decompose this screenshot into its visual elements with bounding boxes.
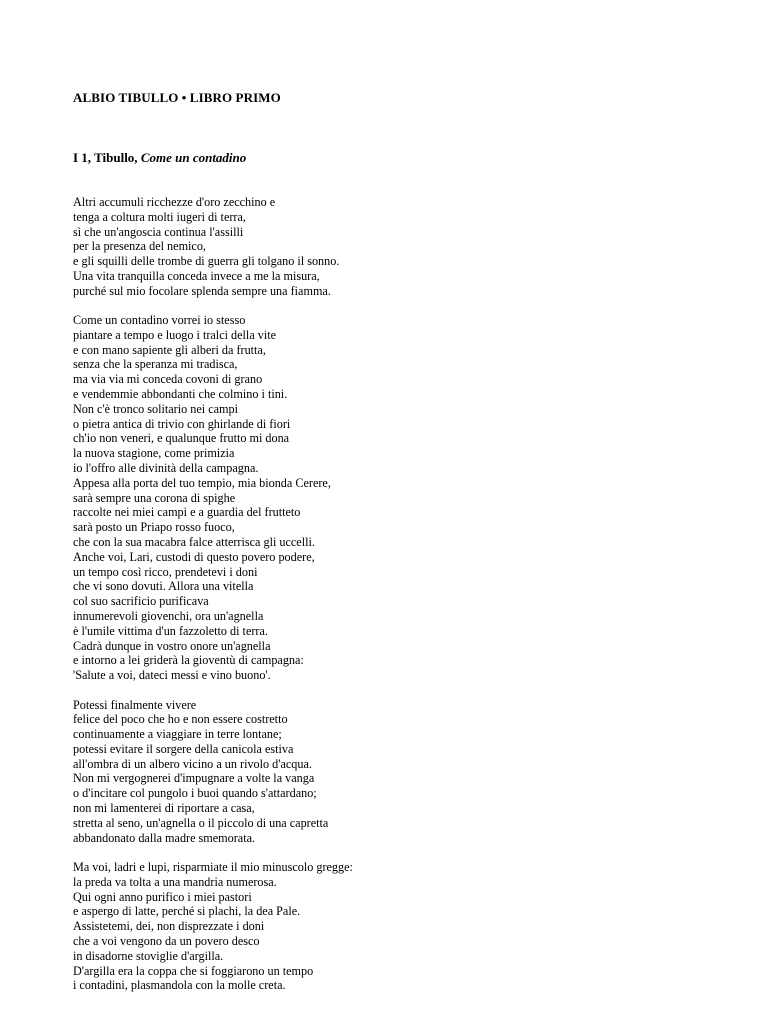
poem-line: Altri accumuli ricchezze d'oro zecchino e: [73, 195, 276, 209]
poem-line: e con mano sapiente gli alberi da frutta,: [73, 342, 266, 357]
poem-line: un tempo così ricco, prendetevi i doni: [73, 564, 258, 579]
poem-body: [73, 195, 733, 1008]
poem-line: Cadrà dunque in vostro onore un'agnella: [73, 638, 271, 653]
poem-line: e vendemmie abbondanti che colmino i tini.: [73, 387, 288, 402]
poem-line: 'Salute a voi, dateci messi e vino buono'.: [73, 668, 271, 683]
poem-line: Assistetemi, dei, non disprezzate i doni: [73, 919, 265, 934]
poem-line: tenga a coltura molti iugeri di terra,: [73, 209, 246, 224]
poem-stanza: [73, 195, 733, 299]
poem-line: e gli squilli delle trombe di guerra gli tolgano il sonno.: [73, 254, 340, 269]
poem-line: o pietra antica di trivio con ghirlande di fiori: [73, 416, 291, 431]
poem-line: sarà posto un Priapo rosso fuoco,: [73, 520, 235, 535]
poem-line: Anche voi, Lari, custodi di questo povero podere,: [73, 549, 315, 564]
poem-line: potessi evitare il sorgere della canicola estiva: [73, 741, 294, 756]
poem-line: purché sul mio focolare splenda sempre una fiamma.: [73, 283, 331, 298]
poem-line: e aspergo di latte, perché si plachi, la dea Pale.: [73, 904, 301, 919]
poem-line: la preda va tolta a una mandria numerosa.: [73, 874, 277, 889]
poem-line: la nuova stagione, come primizia: [73, 446, 235, 461]
poem-heading: [73, 150, 246, 166]
poem-line: Non c'è tronco solitario nei campi: [73, 401, 238, 416]
poem-line: che con la sua macabra falce atterrisca gli uccelli.: [73, 535, 315, 550]
poem-line: D'argilla era la coppa che si foggiarono un tempo: [73, 963, 314, 978]
poem-line: che a voi vengono da un povero desco: [73, 933, 260, 948]
poem-line: e intorno a lei griderà la gioventù di campagna:: [73, 653, 304, 668]
poem-line: abbandonato dalla madre smemorata.: [73, 830, 256, 845]
poem-subtitle: Come un contadino: [140, 150, 247, 165]
poem-line: i contadini, plasmandola con la molle creta.: [73, 978, 286, 993]
poem-line: felice del poco che ho e non essere costretto: [73, 712, 288, 727]
poem-line: continuamente a viaggiare in terre lontane;: [73, 727, 282, 742]
poem-line: non mi lamenterei di riportare a casa,: [73, 801, 255, 816]
poem-line: Come un contadino vorrei io stesso: [73, 313, 246, 328]
poem-line: Una vita tranquilla conceda invece a me la misura,: [73, 268, 320, 283]
poem-line: in disadorne stoviglie d'argilla.: [73, 948, 224, 963]
poem-line: Non mi vergognerei d'impugnare a volte la vanga: [73, 771, 315, 786]
poem-line: ma via via mi conceda covoni di grano: [73, 372, 263, 387]
poem-line: sarà sempre una corona di spighe: [73, 490, 236, 505]
poem-line: raccolte nei miei campi e a guardia del frutteto: [73, 505, 301, 520]
poem-line: che vi sono dovuti. Allora una vitella: [73, 579, 254, 594]
poem-line: è l'umile vittima d'un fazzoletto di terra.: [73, 623, 268, 638]
poem-line: senza che la speranza mi tradisca,: [73, 357, 238, 372]
poem-line: all'ombra di un albero vicino a un rivolo d'acqua.: [73, 756, 312, 771]
poem-line: per la presenza del nemico,: [73, 239, 206, 254]
poem-line: Qui ogni anno purifico i miei pastori: [73, 889, 252, 904]
poem-line: stretta al seno, un'agnella o il piccolo di una capretta: [73, 815, 329, 830]
poem-line: innumerevoli giovenchi, ora un'agnella: [73, 609, 264, 624]
poem-line: col suo sacrificio purificava: [73, 594, 209, 609]
poem-line: ch'io non veneri, e qualunque frutto mi dona: [73, 431, 290, 446]
poem-stanza: [73, 698, 733, 846]
poem-line: sì che un'angoscia continua l'assilli: [73, 224, 244, 239]
poem-line: Appesa alla porta del tuo tempio, mia bionda Cerere,: [73, 475, 331, 490]
poem-stanza: [73, 860, 733, 993]
document-title: ALBIO TIBULLO • LIBRO PRIMO: [73, 90, 281, 105]
poem-line: io l'offro alle divinità della campagna.: [73, 461, 259, 476]
poem-line: piantare a tempo e luogo i tralci della vite: [73, 327, 277, 342]
poem-stanza: [73, 313, 733, 683]
poem-line: Potessi finalmente vivere: [73, 697, 197, 712]
poem-line: o d'incitare col pungolo i buoi quando s'attardano;: [73, 786, 317, 801]
poem-line: Ma voi, ladri e lupi, risparmiate il mio minuscolo gregge:: [73, 859, 353, 874]
poem-number-author: I 1, Tibullo,: [73, 150, 138, 165]
